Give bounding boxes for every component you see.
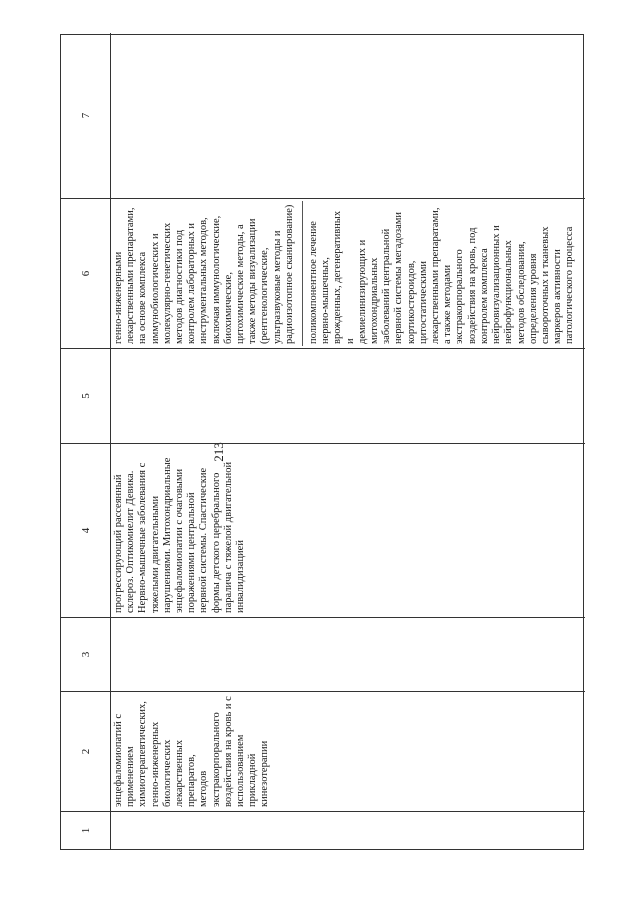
header-col-6: 6 bbox=[61, 198, 111, 348]
table-container bbox=[60, 34, 584, 850]
header-col-4: 4 bbox=[61, 443, 111, 617]
col-2-cell bbox=[111, 691, 585, 811]
treatment-description-1: генно-инженерными лекарственными препаратами, на основе комплекса иммунобиологических и молекулярно-генетических методов диагностики под контролем лабораторных и инструментальных методов, включая иммунологические, биохимические, цитохимические методы, а также методы визуализации (рентгенологические, ультразвуковые методы и радиоизотопное сканирование) bbox=[113, 204, 295, 344]
col-7-cell bbox=[111, 33, 585, 198]
col-3-cell bbox=[111, 617, 585, 691]
method-description: энцефаломиопатий с применением химиотерапевтических, генно-инженерных биологических лекарственных препаратов, методов экстракорпорального воздействия на кровь и с использованием прикладной кинезотерапии bbox=[113, 696, 271, 807]
diagnosis-list: прогрессирующий рассеянный склероз. Оптикомиелит Девика. Нервно-мышечные заболевания с тяжелыми двигательными нарушениями. Митохондриальные энцефаломиопатии с очаговыми поражениями центральной нервной системы. Спастические формы детского церебрального паралича с тяжелой двигательной инвалидизацией bbox=[113, 457, 247, 613]
header-col-7: 7 bbox=[80, 112, 92, 119]
header-col-2: 2 bbox=[61, 691, 111, 811]
header-col-3: 3 bbox=[61, 617, 111, 691]
treatment-description-2: поликомпонентное лечение нервно-мышечных, врожденных, дегенеративных и демиелинизирующих и митохондриальных заболеваний центральной нервной системы мегадозами кортикостероидов, цитостатическими лекарственными препаратами, а также методами экстракорпорального воздействия на кровь, под контролем комплекса нейровизуализационных и нейрофункциональных методов обследования, определения уровня сывороточных и тканевых маркеров активности патологического процесса bbox=[308, 207, 576, 344]
table-header-row bbox=[61, 33, 111, 849]
header-col-1: 1 bbox=[61, 811, 111, 849]
cell-divider bbox=[302, 201, 303, 346]
page-number: 213 bbox=[211, 442, 226, 462]
col-5-cell bbox=[111, 348, 585, 443]
col-6-cell bbox=[111, 198, 585, 348]
header-col-5: 5 bbox=[61, 348, 111, 443]
treatment-table bbox=[60, 34, 584, 850]
col-1-cell bbox=[111, 811, 585, 849]
col-4-cell bbox=[111, 443, 585, 617]
